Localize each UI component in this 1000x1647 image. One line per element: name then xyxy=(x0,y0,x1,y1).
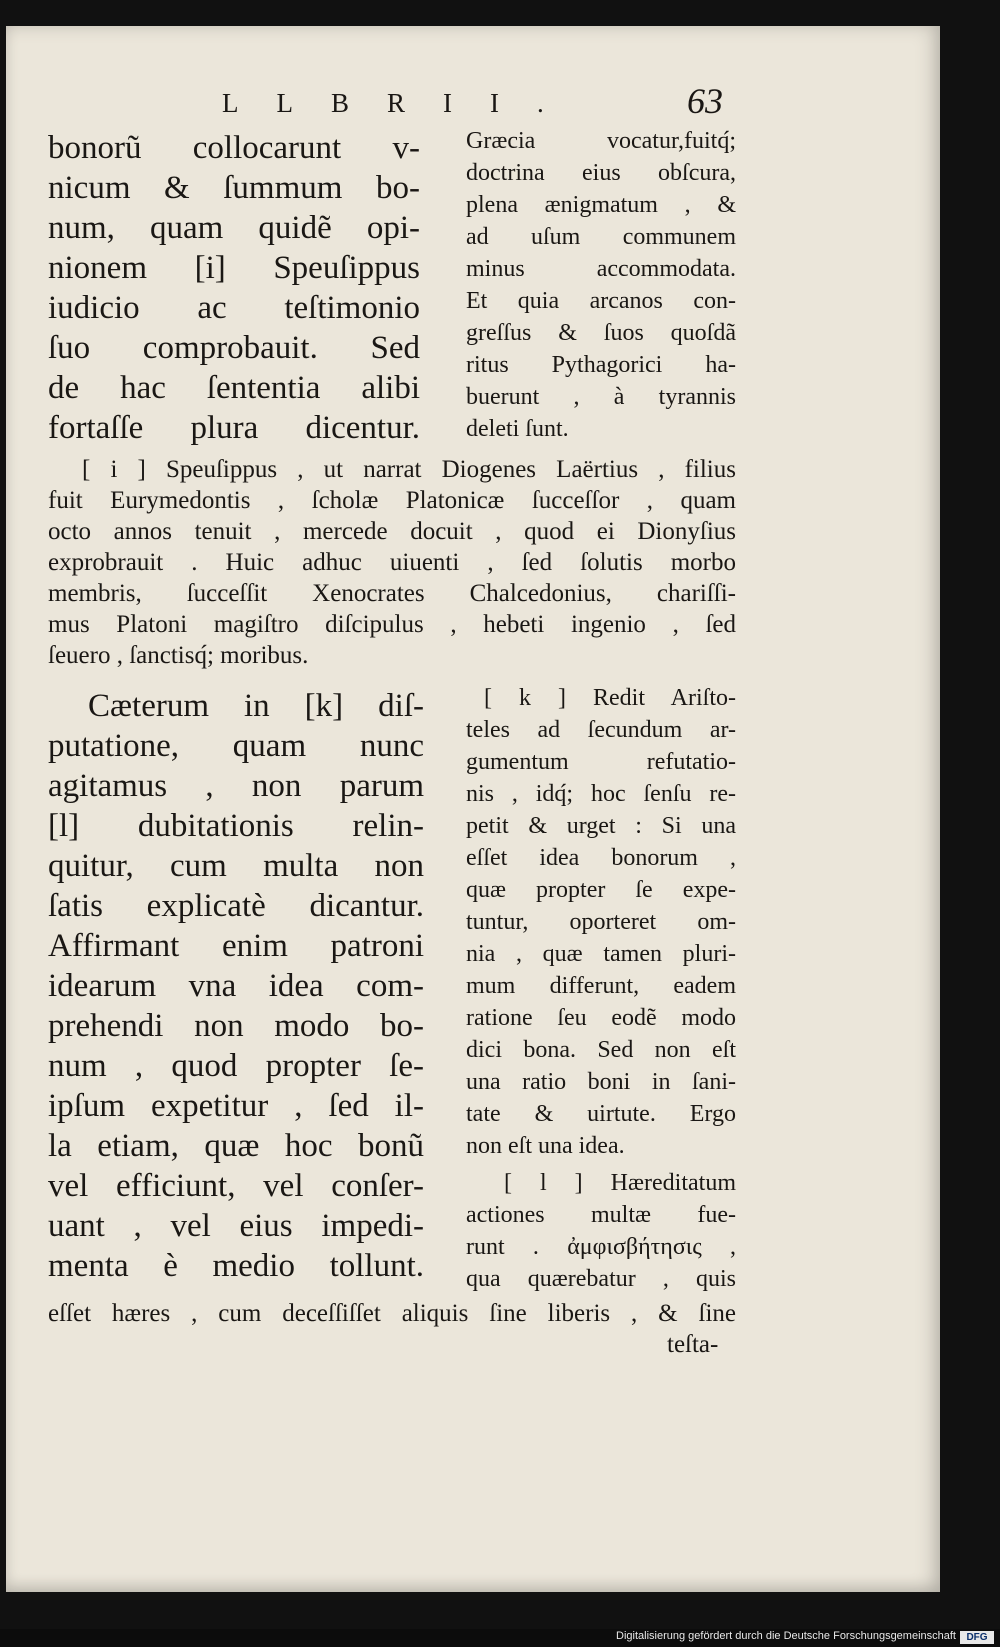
note-line: tuntur, oporteret om- xyxy=(466,909,736,935)
note-line: nia , quæ tamen pluri- xyxy=(466,941,736,967)
note-line: doctrina eius obſcura, xyxy=(466,160,736,186)
note-line: gumentum refutatio- xyxy=(466,749,736,775)
text-line: num, quam quidẽ opi- xyxy=(48,210,420,246)
text-line: quitur, cum multa non xyxy=(48,848,424,884)
note-line: ritus Pythagorici ha- xyxy=(466,352,736,378)
note-line: teles ad ſecundum ar- xyxy=(466,717,736,743)
text-line: vel efficiunt, vel conſer- xyxy=(48,1168,424,1204)
text-line: nicum & ſummum bo- xyxy=(48,170,420,206)
note-line: quæ propter ſe expe- xyxy=(466,877,736,903)
note-line: actiones multæ fue- xyxy=(466,1202,736,1228)
note-line: octo annos tenuit , mercede docuit , quod ei Dionyſius xyxy=(48,518,736,545)
note-line: membris, ſucceſſit Xenocrates Chalcedonius, chariſſi- xyxy=(48,580,736,607)
note-line: minus accommodata. xyxy=(466,256,736,282)
note-line: dici bona. Sed non eſt xyxy=(466,1037,736,1063)
note-line: ad uſum communem xyxy=(466,224,736,250)
note-line: plena ænigmatum , & xyxy=(466,192,736,218)
note-line: una ratio boni in ſani- xyxy=(466,1069,736,1095)
text-line: la etiam, quæ hoc bonũ xyxy=(48,1128,424,1164)
note-line: ratione ſeu eodẽ modo xyxy=(466,1005,736,1031)
note-line: petit & urget : Si una xyxy=(466,813,736,839)
text-line: ſatis explicatè dicantur. xyxy=(48,888,424,924)
text-line: nionem [i] Speuſippus xyxy=(48,250,420,286)
note-line: mum differunt, eadem xyxy=(466,973,736,999)
text-line: putatione, quam nunc xyxy=(48,728,424,764)
text-line: [l] dubitationis relin- xyxy=(48,808,424,844)
text-line: agitamus , non parum xyxy=(48,768,424,804)
text-line: Affirmant enim patroni xyxy=(48,928,424,964)
note-line: buerunt , à tyrannis xyxy=(466,384,736,410)
note-line: eſſet idea bonorum , xyxy=(466,845,736,871)
note-line: qua quærebatur , quis xyxy=(466,1266,736,1292)
text-line: bonorũ collocarunt v- xyxy=(48,130,420,166)
note-line: greſſus & ſuos quoſdã xyxy=(466,320,736,346)
note-line: fuit Eurymedontis , ſcholæ Platonicæ ſucceſſor , quam xyxy=(48,487,736,514)
page-number: 63 xyxy=(687,81,723,121)
note-line: Et quia arcanos con- xyxy=(466,288,736,314)
note-line: runt . ἀμφισβήτησις , xyxy=(466,1234,736,1260)
note-line: [ l ] Hæreditatum xyxy=(504,1170,736,1196)
text-line: Cæterum in [k] diſ- xyxy=(88,688,424,724)
note-line: non eſt una idea. xyxy=(466,1133,625,1159)
text-line: ſuo comprobauit. Sed xyxy=(48,330,420,366)
text-line: iudicio ac teſtimonio xyxy=(48,290,420,326)
text-line: menta è medio tollunt. xyxy=(48,1248,424,1284)
dfg-logo-icon: DFG xyxy=(960,1631,994,1644)
text-line: prehendi non modo bo- xyxy=(48,1008,424,1044)
note-line: [ k ] Redit Ariſto- xyxy=(484,685,736,711)
text-line: fortaſſe plura dicentur. xyxy=(48,410,420,446)
note-line: [ i ] Speuſippus , ut narrat Diogenes Laërtius , filius xyxy=(82,456,736,483)
note-line: mus Platoni magiſtro diſcipulus , hebeti ingenio , ſed xyxy=(48,611,736,638)
note-line: exprobrauit . Huic adhuc uiuenti , ſed ſolutis morbo xyxy=(48,549,736,576)
catchword: teſta- xyxy=(667,1331,719,1358)
text-line: ipſum expetitur , ſed il- xyxy=(48,1088,424,1124)
text-line: idearum vna idea com- xyxy=(48,968,424,1004)
text-line: uant , vel eius impedi- xyxy=(48,1208,424,1244)
note-line: ſeuero , ſanctisq́; moribus. xyxy=(48,642,309,669)
digitization-credit: Digitalisierung gefördert durch die Deutsche Forschungsgemeinschaft xyxy=(616,1630,956,1642)
text-line: de hac ſententia alibi xyxy=(48,370,420,406)
running-title: LLBRII. xyxy=(222,88,582,118)
bottom-text-line: eſſet hæres , cum deceſſiſſet aliquis ſine liberis , & ſine xyxy=(48,1300,736,1327)
note-line: Græcia vocatur,fuitq́; xyxy=(466,128,736,154)
note-line: nis , idq́; hoc ſenſu re- xyxy=(466,781,736,807)
note-line: tate & uirtute. Ergo xyxy=(466,1101,736,1127)
note-line: deleti ſunt. xyxy=(466,416,569,442)
text-line: num , quod propter ſe- xyxy=(48,1048,424,1084)
